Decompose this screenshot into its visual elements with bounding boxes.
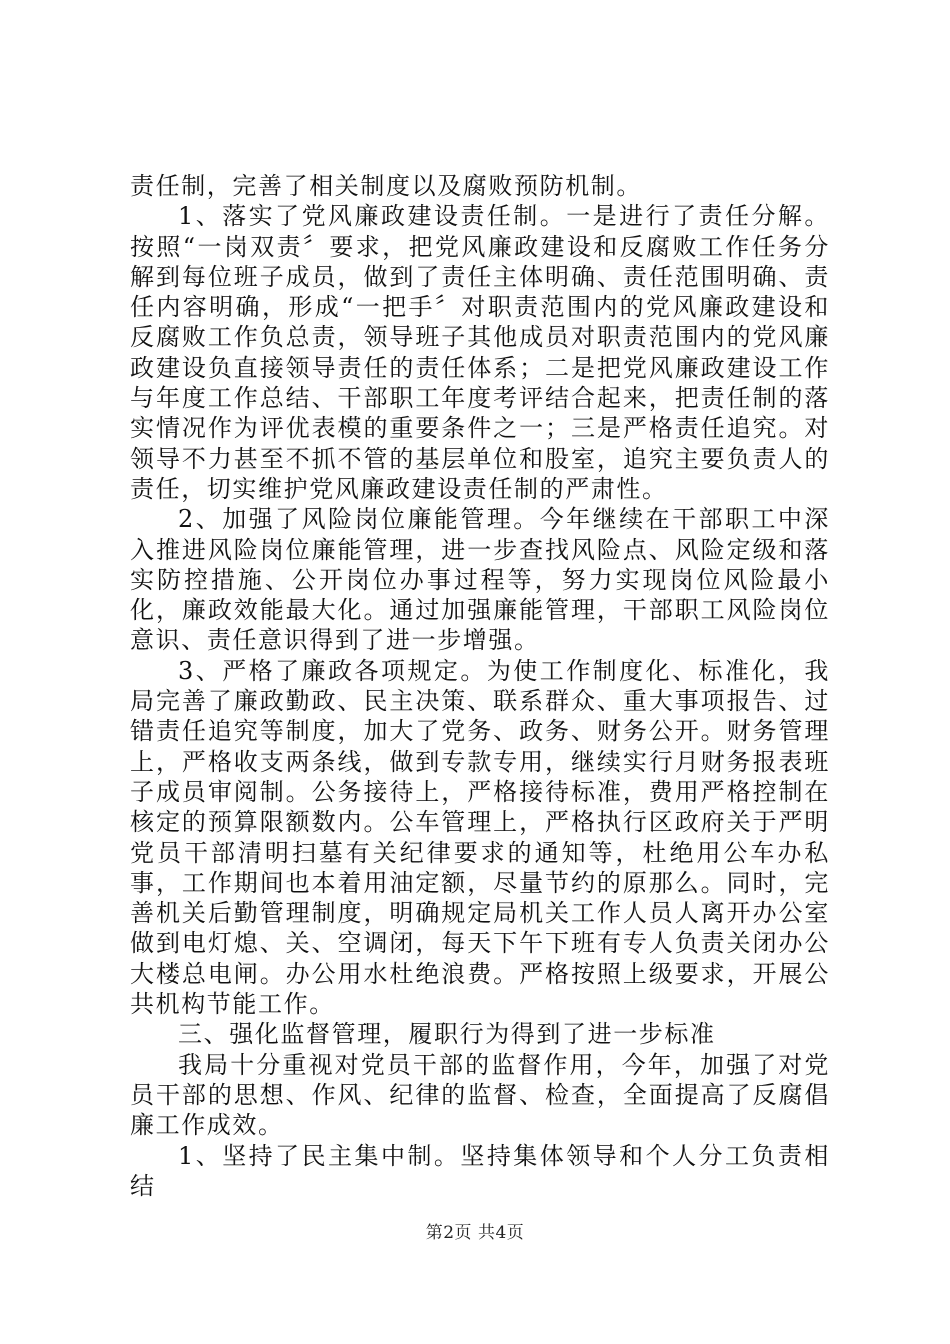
paragraph-democratic-centralism: 1、坚持了民主集中制。坚持集体领导和个人分工负责相结 (130, 1141, 830, 1200)
document-body (130, 171, 830, 1201)
page-footer: 第2页 共4页 (425, 1223, 525, 1243)
paragraph-integrity-rules: 3、严格了廉政各项规定。为使工作制度化、标准化，我局完善了廉政勤政、民主决策、联系群众、重大事项报告、过错责任追究等制度，加大了党务、政务、财务公开。财务管理上，严格收支两条线，做到专款专用，继续实行月财务报表班子成员审阅制。公务接待上，严格接待标准，费用严格控制在核定的预算限额数内。公车管理上，严格执行区政府关于严明党员干部清明扫墓有关纪律要求的通知等，杜绝用公车办私事，工作期间也本着用油定额，尽量节约的原那么。同时，完善机关后勤管理制度，明确规定局机关工作人员人离开办公室做到电灯熄、关、空调闭，每天下午下班有专人负责关闭办公大楼总电闸。办公用水杜绝浪费。严格按照上级要求，开展公共机构节能工作。 (130, 656, 830, 1019)
paragraph-supervision-intro: 我局十分重视对党员干部的监督作用，今年，加强了对党员干部的思想、作风、纪律的监督、检查，全面提高了反腐倡廉工作成效。 (130, 1050, 830, 1140)
paragraph-responsibility-system: 1、落实了党风廉政建设责任制。一是进行了责任分解。按照“一岗双责〞要求，把党风廉政建设和反腐败工作任务分解到每位班子成员，做到了责任主体明确、责任范围明确、责任内容明确，形成“一把手〞对职责范围内的党风廉政建设和反腐败工作负总责，领导班子其他成员对职责范围内的党风廉政建设负直接领导责任的责任体系；二是把党风廉政建设工作与年度工作总结、干部职工年度考评结合起来，把责任制的落实情况作为评优表模的重要条件之一；三是严格责任追究。对领导不力甚至不抓不管的基层单位和股室，追究主要负责人的责任，切实维护党风廉政建设责任制的严肃性。 (130, 202, 830, 503)
section-heading: 三、强化监督管理，履职行为得到了进一步标准 (178, 1020, 716, 1049)
paragraph-continuation: 责任制，完善了相关制度以及腐败预防机制。 (130, 172, 642, 200)
paragraph-risk-management: 2、加强了风险岗位廉能管理。今年继续在干部职工中深入推进风险岗位廉能管理，进一步查找风险点、风险定级和落实防控措施、公开岗位办事过程等，努力实现岗位风险最小化，廉政效能最大化。通过加强廉能管理，干部职工风险岗位意识、责任意识得到了进一步增强。 (130, 505, 830, 655)
